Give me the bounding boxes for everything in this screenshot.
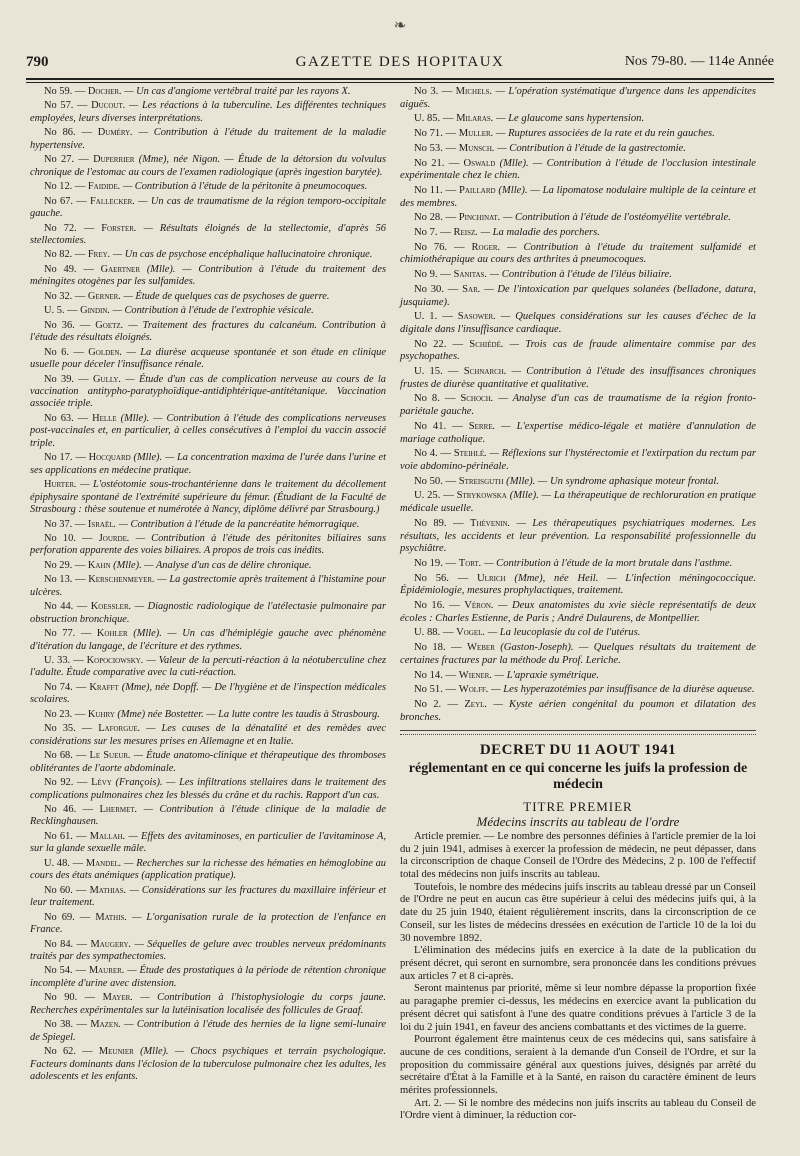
entry-author: Mallah: [89, 830, 123, 842]
entry-title: . — L'organisation rurale de la protection de l'enfance en France.: [30, 911, 386, 936]
entry-author: Gaertner: [100, 263, 140, 275]
thesis-entry: [400, 518, 756, 556]
entry-title: . — Diagnostic radiologique de l'atélectasie pulmonaire par obstruction bronchique.: [30, 601, 387, 625]
entry-author: Schoch: [460, 393, 491, 405]
entry-title: . — Kyste aérien congénital du poumon et dilatation des bronches.: [400, 698, 756, 723]
header-rule: [26, 78, 774, 83]
entry-author: Forster: [101, 222, 134, 234]
entry-author: Hurter: [44, 479, 75, 491]
entry-title: . — Considérations sur les fractures du maxillaire inférieur et leur traitement.: [30, 884, 386, 909]
entry-number: No 9. —: [414, 269, 454, 281]
entry-author: Meunier: [98, 1046, 134, 1058]
entry-number: No 82. —: [44, 249, 88, 261]
entry-author: Duméry: [97, 127, 131, 139]
decree-paragraph: Article premier. — Le nombre des personnes définies à l'article premier de la loi du 2 juin 1941, admises à exercer la profession de médecin, ne peut dépasser, dans la circonscription de chaque Conseil de l'Ordre des Médecins, 2 p. 100 de l'effectif total des médecins non juifs inscrits au tableau.: [400, 830, 756, 881]
entry-author: Faidide: [87, 181, 118, 193]
entry-number: No 74. —: [44, 681, 90, 693]
entry-author: Schnarch: [463, 366, 504, 378]
entry-title: . — Contribution à l'étude de l'ostéomyélite vertébrale.: [497, 212, 731, 224]
entry-author: Maurer: [88, 965, 122, 977]
entry-number: No 3. —: [414, 86, 456, 97]
entry-author: Thévenin: [469, 517, 508, 529]
entry-author: Sasower: [457, 311, 494, 323]
thesis-entry: [400, 448, 756, 473]
entry-author: Ducout: [91, 100, 123, 112]
entry-title: . — Étude d'un cas de complication nerveuse au cours de la vaccination antitypho-paratyphoïdique-antidiphtérique-antitétanique. Vaccination associée triple.: [30, 373, 386, 410]
entry-title: (Mme), née Nigon. — Étude de la détorsion du volvulus chronique de l'estomac au cours de l'examen radiologique (après ingestion barytée).: [30, 154, 386, 178]
entry-title: . — Le glaucome sans hypertension.: [490, 113, 645, 125]
entry-title: . — Contribution à l'étude du traitement de la maladie hypertensive.: [30, 127, 386, 151]
entry-number: No 72. —: [44, 222, 102, 234]
entry-author: Gerner: [87, 290, 119, 302]
entry-number: No 2. —: [414, 698, 465, 710]
entry-number: No 13. —: [44, 574, 89, 586]
entry-number: No 63. —: [44, 412, 93, 424]
entry-number: No 28. —: [414, 212, 459, 224]
thesis-entry: [30, 682, 386, 707]
thesis-entry: [30, 574, 386, 599]
entry-number: No 41. —: [414, 420, 469, 432]
entry-title: . — Analyse d'un cas de traumatisme de la région fronto-pariétale gauche.: [400, 393, 756, 418]
right-entries: [400, 86, 756, 724]
entry-number: No 46. —: [44, 804, 100, 816]
entry-title: . — Contribution à l'étude de la pancréatite hémorragique.: [113, 518, 360, 530]
thesis-entry: [30, 320, 386, 345]
right-column: [400, 86, 756, 1123]
entry-number: No 6. —: [44, 346, 89, 358]
entry-title: . — Un cas de psychose encéphalique hallucinatoire chronique.: [107, 249, 373, 261]
thesis-entry: [400, 113, 756, 126]
entry-number: No 53. —: [414, 142, 459, 154]
entry-author: Tort: [458, 557, 479, 569]
entry-author: Frey: [87, 249, 108, 261]
entry-title: . — Contribution à l'étude du traitement sulfamidé et chimiothérapique au cours des arthrites à pneumocoques.: [400, 241, 756, 266]
entry-author: Serre: [468, 420, 493, 432]
thesis-entry: [400, 86, 756, 111]
entry-number: No 60. —: [44, 884, 90, 896]
entry-number: No 50. —: [414, 475, 459, 487]
entry-number: No 7. —: [414, 227, 454, 239]
entry-number: No 68. —: [44, 750, 90, 762]
thesis-entry: [30, 560, 386, 572]
entry-number: No 37. —: [44, 518, 88, 530]
entry-number: No 92. —: [44, 777, 92, 789]
thesis-entry: [30, 601, 386, 626]
entry-author: Sar: [462, 283, 478, 295]
entry-number: No 84. —: [44, 938, 91, 950]
thesis-entry: [30, 181, 386, 193]
entry-number: No 57. —: [44, 100, 92, 112]
entry-number: No 71. —: [414, 128, 459, 140]
entry-title: . — Étude des prostatiques à la période de rétention chronique incomplète d'urine avec distension.: [30, 965, 386, 989]
decree-title: DECRET DU 11 AOUT 1941: [479, 742, 677, 759]
entry-number: U. 15. —: [414, 366, 464, 378]
entry-number: No 90. —: [44, 992, 103, 1004]
thesis-entry: [400, 212, 756, 225]
entry-title: . — Étude anatomo-clinique et thérapeutique des thromboses oblitérantes de l'aorte abdominale.: [30, 750, 386, 774]
entry-number: No 35. —: [44, 723, 99, 735]
thesis-entry: [400, 627, 756, 640]
thesis-entry: [30, 413, 386, 450]
entry-author: Docher: [87, 86, 120, 97]
entry-number: No 62. —: [44, 1046, 99, 1058]
entry-title: (Mme), née Heil. — L'infection méningococcique. Épidémiologie, mesures prophylactiques, traitement.: [400, 572, 757, 597]
thesis-entry: [400, 684, 756, 697]
journal-title: GAZETTE DES HOPITAUX: [295, 54, 505, 70]
entry-title: (Mlle). — La concentration maxima de l'urée dans l'urine et ses applications en médecine pratique.: [30, 452, 386, 476]
entry-author: Mathias: [89, 884, 124, 896]
entry-author: Muller: [458, 128, 491, 140]
entry-author: Goetz: [95, 319, 121, 331]
entry-number: No 16. —: [414, 600, 465, 612]
entry-title: . — De l'intoxication par quelques solanées (belladone, datura, jusquiame).: [400, 283, 756, 308]
thesis-entry: [400, 490, 756, 515]
thesis-entry: [400, 311, 756, 336]
entry-number: No 51. —: [414, 684, 459, 696]
entry-author: Milaras: [456, 113, 491, 125]
entry-title: . — L'opération systématique d'urgence dans les appendicites aiguës.: [400, 86, 756, 110]
issue-info: Nos 79-80. — 114e Année: [624, 54, 774, 69]
thesis-entry: [30, 831, 386, 856]
entry-number: No 27. —: [44, 154, 94, 166]
entry-title: . — Valeur de la percuti-réaction à la néotuberculine chez l'adulte. Étude comparative avec la cuti-réaction.: [30, 655, 386, 679]
thesis-entry: [30, 655, 386, 680]
thesis-entry: [30, 452, 386, 477]
entry-title: (Mlle). — La lipomatose nodulaire multiple de la ceinture et des membres.: [400, 184, 756, 209]
entry-number: No 10. —: [44, 532, 99, 544]
decree-subtitle: réglementant en ce qui concerne les juifs la profession de médecin: [408, 760, 748, 792]
entry-number: No 38. —: [44, 1019, 91, 1031]
decree-paragraph: Toutefois, le nombre des médecins juifs inscrits au tableau dressé par un Conseil de l'Ordre ne peut en aucun cas être supérieur à celui des médecins juifs qui, à la date du 25 juin 1940, étaient régulièrement inscrits, dans la circonscription de ce Conseil, sur les listes de médecins dressées en exécution de l'article 10 de la loi du 30 novembre 1892.: [400, 881, 756, 944]
ornament-icon: ❧: [393, 18, 407, 34]
decree-paragraph: Seront maintenus par priorité, même si leur nombre dépasse la proportion fixée au paragaphe premier ci-dessus, les médecins en exercice avant la publication du présent décret qui satisfont à l'une des quatre conditions prévues à l'article 3 de la loi du 2 juin 1941, en faveur des anciens combattants et des victimes de la guerre.: [400, 983, 756, 1033]
thesis-entry: [400, 421, 756, 446]
page-number: 790: [26, 54, 49, 70]
entry-title: (Mme) née Bostetter. — La lutte contre les taudis à Strasbourg.: [114, 708, 380, 720]
thesis-entry: [400, 670, 756, 683]
entry-title: (Mlle). — Contribution à l'étude des complications nerveuses post-vaccinales et, en particulier, à celles consécutives à l'emploi du vaccin associé triple.: [30, 412, 387, 449]
entry-title: . — Deux anatomistes du xvie siècle représentatifs de deux écoles : Charles Estienne, de Paris ; André Dulaurens, de Montpellier.: [400, 600, 756, 624]
thesis-entry: [30, 249, 386, 261]
entry-title: (Mlle). — La thérapeutique de rechloruration en pratique médicale usuelle.: [400, 490, 756, 515]
entry-title: . — L'apraxie symétrique.: [489, 669, 600, 681]
entry-title: . — Contribution à l'étude de l'iléus biliaire.: [484, 269, 672, 281]
entry-author: Vogel: [456, 627, 483, 639]
entry-author: Zeyl: [464, 698, 485, 710]
entry-number: No 23. —: [44, 708, 88, 720]
entry-number: U. 33. —: [44, 655, 87, 667]
thesis-entry: [400, 476, 756, 489]
entry-title: . — Les hyperazotémies par insuffisance de la diurèse aqueuse.: [485, 684, 755, 696]
thesis-entry: [400, 284, 756, 309]
entry-title: . — Contribution à l'étude de la gastrectomie.: [491, 142, 686, 154]
entry-number: No 61. —: [44, 830, 90, 842]
entry-number: No 8. —: [414, 393, 461, 405]
titre-heading: TITRE PREMIER: [523, 798, 633, 814]
entry-author: Hocquard: [88, 452, 131, 464]
entry-number: No 56. —: [414, 572, 478, 584]
thesis-entry: [30, 291, 386, 303]
entry-author: Laforgue: [98, 723, 138, 735]
entry-number: No 49. —: [44, 263, 101, 275]
thesis-entry: [400, 573, 756, 598]
entry-author: Gully: [93, 373, 119, 385]
entry-number: No 22. —: [414, 338, 470, 350]
entry-title: . — Contribution à l'étude de la péritonite à pneumocoques.: [117, 181, 368, 193]
entry-number: No 4. —: [414, 448, 454, 460]
entry-title: . — Contribution à l'histophysiologie du corps jaune. Recherches expérimentales sur la lutéinisation localisée des follicules de Graaf.: [30, 992, 386, 1016]
titre-subheading: Médecins inscrits au tableau de l'ordre: [476, 813, 680, 829]
entry-number: No 76. —: [414, 241, 472, 253]
entry-author: Sanitas: [453, 269, 485, 281]
thesis-entry: [30, 1046, 386, 1083]
entry-author: Mazen: [90, 1019, 119, 1031]
entry-title: . — La maladie des porchers.: [475, 227, 600, 239]
entry-number: No 44. —: [44, 601, 91, 613]
thesis-entry: [400, 227, 756, 240]
entry-number: No 12. —: [44, 181, 88, 193]
entry-author: Kerschenmeyer: [88, 574, 153, 586]
entry-author: Oswald: [463, 157, 496, 169]
entry-author: Véron: [464, 600, 491, 612]
entry-author: Lévy: [91, 777, 112, 789]
thesis-entry: [400, 393, 756, 418]
entry-title: . — Effets des avitaminoses, en particulier de l'avitaminose A, sur la glande sexuelle mâle.: [30, 830, 386, 855]
entry-title: (Mlle). — Analyse d'un cas de délire chronique.: [110, 559, 312, 571]
entry-title: . — La gastrectomie après traitement à l'histamine pour ulcères.: [30, 574, 386, 598]
entry-title: . — Un cas de traumatisme de la région temporo-occipitale gauche.: [30, 195, 386, 220]
entry-title: . — Réflexions sur l'hystérectomie et l'extirpation du rectum par voie abdomino-périnéale.: [400, 448, 757, 472]
entry-author: Kuhry: [87, 708, 115, 720]
entry-title: . — Quelques considérations sur les causes d'échec de la digitale dans l'insuffisance cardiaque.: [400, 311, 756, 335]
entry-author: Schiédé: [469, 338, 501, 350]
entry-title: . — Étude de quelques cas de psychoses de guerre.: [118, 290, 330, 302]
left-column: [30, 86, 386, 1086]
entry-number: U. 85. —: [414, 113, 457, 125]
thesis-entry: [30, 533, 386, 558]
thesis-entry: [30, 723, 386, 748]
entry-author: Mandel: [85, 857, 119, 869]
entry-number: No 54. —: [44, 965, 89, 977]
thesis-entry: [30, 965, 386, 990]
thesis-entry: [30, 264, 386, 289]
thesis-entry: [30, 223, 386, 248]
entry-author: Kahn: [87, 559, 111, 571]
thesis-entry: [400, 699, 756, 724]
entry-author: Mathis: [95, 911, 125, 923]
entry-title: (Mlle). — Chocs psychiques et terrain psychologique. Facteurs dominants dans l'éclosion de la tuberculose pulmonaire chez les adultes, les adolescents et les enfants.: [30, 1046, 387, 1083]
entry-author: Jourde: [98, 532, 127, 544]
entry-author: Ulrich: [477, 572, 506, 584]
thesis-entry: [30, 912, 386, 937]
entry-number: U. 88. —: [414, 627, 457, 639]
entry-title: . — L'ostéotomie sous-trochantérienne dans le traitement du décollement épiphysaire spontané de l'extrémité supérieure du fémur. (Étudiant de la Faculté de Strasbourg : thèse soutenue et numérotée à Nancy, diplôme délivré par Strasbourg.): [30, 479, 386, 516]
entry-title: . — Contribution à l'étude des hernies de la ligne semi-lunaire de Spiegel.: [30, 1019, 386, 1043]
thesis-entry: [30, 939, 386, 964]
entry-title: (François). — Les infiltrations stellaires dans le traitement des complications pulmonaires chez les blessés du crâne et du rachis. Rapport d'un cas.: [30, 777, 386, 801]
entry-author: Kopociowsky: [86, 655, 141, 667]
thesis-entry: [30, 628, 386, 653]
entry-author: Gindin: [80, 305, 108, 317]
entry-author: Duperrier: [93, 154, 135, 166]
entry-title: (Gaston-Joseph). — Quelques résultats du traitement de certaines fractures par la méthode du Prof. Leriche.: [400, 642, 756, 666]
entry-author: Kohler: [96, 628, 128, 640]
decree-text: [400, 831, 756, 1123]
entry-author: Wolff: [458, 684, 486, 696]
thesis-entry: [30, 777, 386, 802]
entry-author: Michels: [455, 86, 490, 97]
entry-title: (Mlle). — Contribution à l'étude du traitement des méningites otogènes par les sulfamides.: [30, 263, 387, 288]
entry-title: . — Trois cas de fraude alimentaire commise par des psychopathes.: [400, 338, 756, 363]
entry-author: Paillard: [458, 184, 496, 196]
entry-number: U. 48. —: [44, 857, 86, 869]
entry-title: (Mlle). — Contribution à l'étude de l'occlusion intestinale expérimentale chez le chien.: [400, 157, 756, 182]
entry-number: U. 5. —: [44, 305, 81, 317]
entry-number: No 29. —: [44, 559, 88, 571]
thesis-entry: [400, 558, 756, 571]
entry-title: . — Recherches sur la richesse des hématies en hémoglobine au cours des états anémiques (application pratique).: [30, 857, 386, 882]
thesis-entry: [30, 519, 386, 531]
entry-number: No 32. —: [44, 290, 88, 302]
entry-number: U. 25. —: [414, 490, 457, 502]
entry-author: Koessler: [90, 601, 129, 613]
entry-number: No 69. —: [44, 911, 96, 923]
entry-number: No 19. —: [414, 557, 459, 569]
entry-title: . — Contribution à l'étude de la mort brutale dans l'asthme.: [478, 557, 733, 569]
thesis-entry: [30, 305, 386, 317]
thesis-entry: [30, 347, 386, 372]
entry-title: (Mlle). — Un syndrome aphasique moteur frontal.: [503, 475, 719, 487]
decree-paragraph: Pourront également être maintenus ceux de ces médecins qui, sans satisfaire à aucune de ces conditions, seraient à la demande d'un Conseil de l'Ordre, et sur la proposition du commissaire général aux questions juives, désignés par arrêté du secrétaire d'État à la Famille et à la Santé, en raison du caractère éminent de leurs mérites professionnels.: [400, 1034, 756, 1097]
entry-title: . — Les thérapeutiques psychiatriques modernes. Les résultats, les accidents et leur prévention. La responsabilité professionnelle du psychiâtre.: [400, 517, 756, 555]
thesis-entry: [400, 366, 756, 391]
thesis-entry: [400, 158, 756, 183]
entry-author: Israël: [87, 518, 114, 530]
entry-author: Lhermet: [99, 804, 135, 816]
entry-title: . — Ruptures associées de la rate et du rein gauches.: [490, 128, 715, 140]
thesis-entry: [30, 86, 386, 98]
entry-number: No 86. —: [44, 127, 98, 139]
thesis-entry: [30, 196, 386, 221]
entry-author: Roger: [471, 241, 498, 253]
page-header: [26, 48, 774, 78]
entry-title: . — Contribution à l'étude de l'extrophie vésicale.: [107, 305, 314, 317]
thesis-entry: [400, 339, 756, 364]
thesis-entry: [30, 127, 386, 152]
entry-author: Le Sueur: [89, 750, 129, 762]
entry-title: . — Séquelles de gelure avec troubles nerveux prédominants traités par des sympathectomies.: [30, 938, 387, 962]
entry-title: . — Résultats éloignés de la stellectomie, d'après 56 stellectomies.: [30, 222, 386, 246]
thesis-entry: [30, 885, 386, 910]
thesis-entry: [30, 479, 386, 516]
thesis-entry: [30, 374, 386, 411]
thesis-entry: [30, 750, 386, 775]
entry-author: Maugery: [90, 938, 129, 950]
entry-title: . — Un cas d'angiome vertébral traité par les rayons X.: [119, 86, 351, 97]
entry-author: Mayer: [102, 992, 131, 1004]
entry-author: Pinchinat: [458, 212, 498, 224]
entry-author: Helle: [92, 412, 117, 424]
thesis-entry: [30, 100, 386, 125]
thesis-entry: [400, 242, 756, 267]
entry-title: . — Contribution à l'étude clinique de la maladie de Recklinghausen.: [30, 804, 386, 828]
entry-number: No 39. —: [44, 373, 94, 385]
entry-title: . — La diurèse acqueuse spontanée et son étude en clinique usuelle pour déceler l'insuffisance rénale.: [30, 346, 386, 371]
entry-number: No 11. —: [414, 184, 459, 196]
entry-number: No 67. —: [44, 195, 91, 207]
thesis-entry: [400, 185, 756, 210]
entry-author: Golden: [88, 346, 120, 358]
decree-paragraph: Art. 2. — Si le nombre des médecins non juifs inscrits au tableau du Conseil de l'Ordre vient à diminuer, la réduction cor-: [400, 1097, 756, 1122]
entry-title: . — Les réactions à la tuberculine. Les différentes techniques employées, leurs diverses interprétations.: [30, 100, 386, 124]
thesis-entry: [30, 992, 386, 1017]
entry-number: No 21. —: [414, 157, 464, 169]
thesis-entry: [30, 858, 386, 883]
thesis-entry: [400, 600, 756, 625]
thesis-entry: [400, 128, 756, 141]
entry-title: . — Les causes de la dénatalité et des remèdes avec considérations sur les mesures prises en Allemagne et en Italie.: [30, 723, 386, 747]
section-divider: [400, 730, 756, 735]
entry-number: No 18. —: [414, 642, 467, 654]
entry-author: Streisguth: [458, 475, 504, 487]
thesis-entry: [30, 1019, 386, 1044]
entry-number: No 59. —: [44, 86, 88, 97]
entry-author: Munsch: [458, 142, 492, 154]
entry-author: Krafft: [89, 681, 119, 693]
thesis-entry: [400, 269, 756, 282]
decree-paragraph: L'élimination des médecins juifs en exercice à la date de la publication du présent décret, qui seront en surnombre, sera prononcée dans les conditions prévues aux articles 7 et 8 ci-après.: [400, 945, 756, 982]
entry-number: No 14. —: [414, 669, 459, 681]
entry-number: No 36. —: [44, 319, 96, 331]
entry-title: (Mme), née Dopff. — De l'hygiène et de l'inspection médicales scolaires.: [30, 681, 386, 706]
thesis-entry: [30, 709, 386, 721]
thesis-entry: [30, 804, 386, 829]
entry-author: Fallecker: [90, 195, 133, 207]
entry-title: (Mlle). — Un cas d'hémiplégie gauche avec phénomène d'itération du langage, de l'écriture et des rythmes.: [30, 628, 387, 652]
entry-title: . — La leucoplasie du col de l'utérus.: [482, 627, 641, 639]
entry-author: Weber: [466, 642, 495, 654]
entry-author: Strykowska: [456, 490, 507, 502]
entry-author: Steihlé: [453, 448, 485, 460]
entry-number: No 89. —: [414, 517, 470, 529]
entry-number: No 30. —: [414, 283, 463, 295]
thesis-entry: [400, 143, 756, 156]
thesis-entry: [400, 642, 756, 667]
entry-number: No 17. —: [44, 452, 89, 464]
thesis-entry: [30, 154, 386, 179]
entry-title: . — Traitement des fractures du calcanéum. Contribution à l'étude des résultats éloignés.: [30, 319, 386, 344]
entry-title: . — Contribution à l'étude des insuffisances chroniques frustes de diurèse quantitative et qualitative.: [400, 366, 756, 390]
entry-number: No 77. —: [44, 628, 97, 640]
entry-author: Reisz: [453, 227, 476, 239]
entry-number: U. 1. —: [414, 311, 458, 323]
entry-title: . — L'expertise médico-légale et matière d'annulation de mariage catholique.: [400, 420, 756, 445]
entry-author: Wiener: [458, 669, 490, 681]
entry-title: . — Contribution à l'étude des péritonites biliaires sans perforation apparente des voies biliaires. A propos de trois cas inédits.: [30, 532, 386, 557]
